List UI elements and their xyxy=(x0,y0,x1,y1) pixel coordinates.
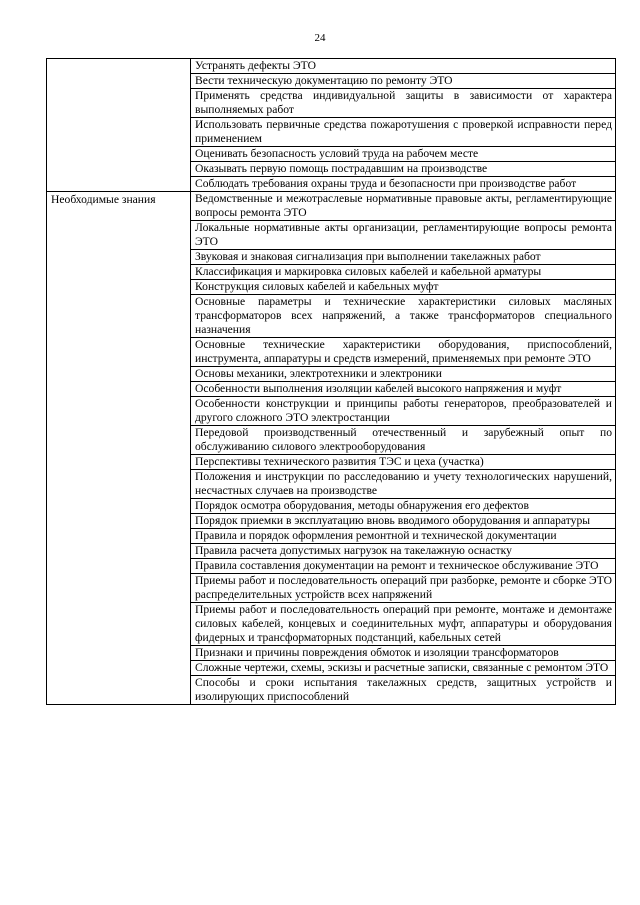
skill-item: Использовать первичные средства пожаротушения с проверкой исправности перед применением xyxy=(191,118,616,147)
skills-label-cell xyxy=(47,59,191,192)
knowledge-item: Правила составления документации на ремонт и техническое обслуживание ЭТО xyxy=(191,559,616,574)
knowledge-label: Необходимые знания xyxy=(47,192,191,705)
requirements-table xyxy=(46,58,616,705)
knowledge-item: Способы и сроки испытания такелажных средств, защитных устройств и изолирующих приспособлений xyxy=(191,676,616,705)
knowledge-item: Положения и инструкции по расследованию и учету технологических нарушений, несчастных случаев на производстве xyxy=(191,470,616,499)
knowledge-item: Сложные чертежи, схемы, эскизы и расчетные записки, связанные с ремонтом ЭТО xyxy=(191,661,616,676)
skill-item: Оценивать безопасность условий труда на рабочем месте xyxy=(191,147,616,162)
skill-item: Применять средства индивидуальной защиты в зависимости от характера выполняемых работ xyxy=(191,89,616,118)
knowledge-item: Ведомственные и межотраслевые нормативные правовые акты, регламентирующие вопросы ремонта ЭТО xyxy=(191,192,616,221)
table-row xyxy=(47,59,616,74)
knowledge-item: Порядок осмотра оборудования, методы обнаружения его дефектов xyxy=(191,499,616,514)
skill-item: Устранять дефекты ЭТО xyxy=(191,59,616,74)
knowledge-item: Конструкция силовых кабелей и кабельных муфт xyxy=(191,280,616,295)
knowledge-item: Особенности конструкции и принципы работы генераторов, преобразователей и другого сложного ЭТО электростанции xyxy=(191,397,616,426)
skill-item: Вести техническую документацию по ремонту ЭТО xyxy=(191,74,616,89)
knowledge-item: Передовой производственный отечественный и зарубежный опыт по обслуживанию силового электрооборудования xyxy=(191,426,616,455)
knowledge-item: Основы механики, электротехники и электроники xyxy=(191,367,616,382)
knowledge-item: Особенности выполнения изоляции кабелей высокого напряжения и муфт xyxy=(191,382,616,397)
knowledge-item: Приемы работ и последовательность операций при ремонте, монтаже и демонтаже силовых кабелей, концевых и соединительных муфт, аппаратуры и оборудования фидерных и трансформаторных подстанций, кабельных сетей xyxy=(191,603,616,646)
knowledge-item: Локальные нормативные акты организации, регламентирующие вопросы ремонта ЭТО xyxy=(191,221,616,250)
knowledge-item: Звуковая и знаковая сигнализация при выполнении такелажных работ xyxy=(191,250,616,265)
knowledge-item: Основные параметры и технические характеристики силовых масляных трансформаторов всех напряжений, а также трансформаторов специального назначения xyxy=(191,295,616,338)
table-row xyxy=(47,192,616,221)
knowledge-item: Порядок приемки в эксплуатацию вновь вводимого оборудования и аппаратуры xyxy=(191,514,616,529)
knowledge-item: Перспективы технического развития ТЭС и цеха (участка) xyxy=(191,455,616,470)
knowledge-item: Классификация и маркировка силовых кабелей и кабельной арматуры xyxy=(191,265,616,280)
knowledge-item: Правила и порядок оформления ремонтной и технической документации xyxy=(191,529,616,544)
page-number: 24 xyxy=(314,32,326,44)
skill-item: Оказывать первую помощь пострадавшим на производстве xyxy=(191,162,616,177)
skill-item: Соблюдать требования охраны труда и безопасности при производстве работ xyxy=(191,177,616,192)
knowledge-item: Признаки и причины повреждения обмоток и изоляции трансформаторов xyxy=(191,646,616,661)
knowledge-item: Основные технические характеристики оборудования, приспособлений, инструмента, аппаратуры и средств измерений, применяемых при ремонте ЭТО xyxy=(191,338,616,367)
knowledge-item: Правила расчета допустимых нагрузок на такелажную оснастку xyxy=(191,544,616,559)
knowledge-item: Приемы работ и последовательность операций при разборке, ремонте и сборке ЭТО распределительных устройств всех напряжений xyxy=(191,574,616,603)
